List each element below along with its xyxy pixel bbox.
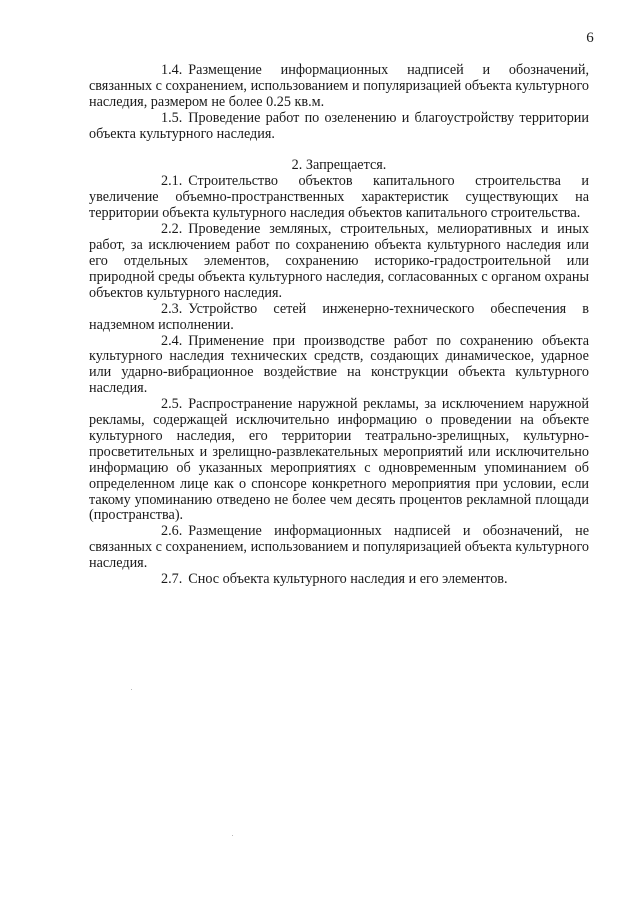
- clause-2-1: [89, 174, 589, 222]
- clause-text: Размещение информационных надписей и обозначений, не связанных с сохранением, использованием и популяризацией объекта культурного наследия.: [89, 523, 589, 572]
- clause-2-4: [89, 334, 589, 398]
- clause-number: 2.6.: [161, 523, 183, 540]
- page-number: 6: [586, 30, 594, 46]
- clause-2-7: [89, 572, 589, 588]
- clause-text: Устройство сетей инженерно-технического обеспечения в надземном исполнении.: [89, 300, 589, 333]
- clause-1-4: [89, 63, 589, 111]
- clause-text: Размещение информационных надписей и обозначений, связанных с сохранением, использованием и популяризацией объекта культурного наследия, размером не более 0.25 кв.м.: [89, 62, 589, 110]
- clause-number: 1.5.: [161, 109, 183, 126]
- clause-text: Снос объекта культурного наследия и его элементов.: [188, 571, 508, 588]
- clause-number: 2.5.: [161, 396, 183, 413]
- clause-2-3: [89, 302, 589, 334]
- clause-text: Распространение наружной рекламы, за исключением наружной рекламы, содержащей исключительно информацию о проведении на объекте культурного наследия, его территории театрально-зрелищных, культурно-просветительных и зрелищно-развлекательных мероприятий или исключительно информацию об указанных мероприятиях с одновременным упоминанием об определенном лице как о спонсоре конкретного мероприятия при условии, если такому упоминанию отведено не более чем десять процентов рекламной площади (пространства).: [89, 396, 589, 524]
- clause-number: 2.3.: [161, 300, 183, 317]
- scan-artifact-dot: [232, 835, 233, 836]
- clause-1-5: [89, 111, 589, 143]
- clause-number: 2.2.: [161, 221, 183, 238]
- clause-number: 2.1.: [161, 173, 183, 190]
- scan-artifact-dot: [131, 689, 132, 690]
- clause-text: Применение при производстве работ по сохранению объекта культурного наследия технических средств, создающих динамическое, ударное или ударно-вибрационное воздействие на конструкции объекта культурного наследия.: [89, 332, 589, 397]
- clause-2-5: [89, 397, 589, 524]
- clause-text: Проведение земляных, строительных, мелиоративных и иных работ, за исключением работ по сохранению объекта культурного наследия или его отдельных элементов, сохранению историко-градостроительной или природной среды объекта культурного наследия, согласованных с органом охраны объектов культурного наследия.: [89, 221, 589, 301]
- clause-number: 2.4.: [161, 332, 183, 349]
- clause-number: 2.7.: [161, 571, 183, 588]
- clause-text: Строительство объектов капитального строительства и увеличение объемно-пространственных характеристик существующих на территории объекта культурного наследия объектов капитального строительства.: [89, 173, 589, 222]
- clause-number: 1.4.: [161, 62, 183, 78]
- clause-2-2: [89, 222, 589, 302]
- clause-text: Проведение работ по озеленению и благоустройству территории объекта культурного наследия.: [89, 109, 589, 142]
- section-heading-prohibited: 2. Запрещается.: [291, 156, 387, 173]
- document-body: [89, 63, 589, 588]
- clause-2-6: [89, 524, 589, 572]
